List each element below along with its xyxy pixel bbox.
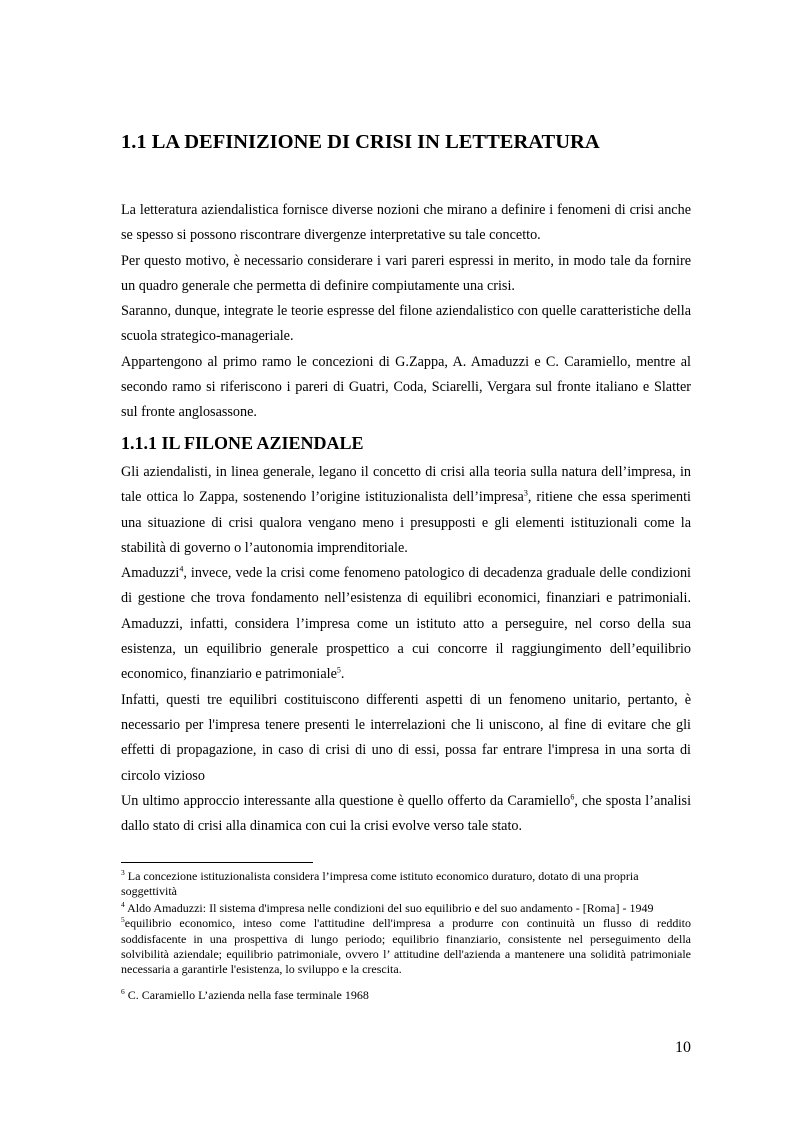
paragraph <box>121 561 691 687</box>
footnote <box>121 916 691 978</box>
paragraph: La letteratura aziendalistica fornisce diverse nozioni che mirano a definire i fenomeni di crisi anche se spesso si possono riscontrare divergenze interpretative su tale concetto. <box>121 202 691 244</box>
footnote-divider <box>121 862 313 863</box>
paragraph: Per questo motivo, è necessario considerare i vari pareri espressi in merito, in modo tale da fornire un quadro generale che permetta di definire compiutamente una crisi. <box>121 252 691 294</box>
paragraph-text: Gli aziendalisti, in linea generale, legano il concetto di crisi alla teoria sulla natura dell’impresa, in tale ottica lo Zappa, sostenendo l’origine istituzionalista dell’impresa <box>121 464 691 506</box>
footnote-ref[interactable]: 4 <box>179 564 184 574</box>
footnote-text: Aldo Amaduzzi: Il sistema d'impresa nelle condizioni del suo equilibrio e del suo andamento - [Roma] - 1949 <box>124 900 654 915</box>
footnote-text: C. Caramiello L’azienda nella fase terminale 1968 <box>124 987 369 1002</box>
footnote-ref[interactable]: 3 <box>523 488 528 498</box>
footnote-number: 3 <box>121 868 125 877</box>
paragraph: Appartengono al primo ramo le concezioni di G.Zappa, A. Amaduzzi e C. Caramiello, mentre al secondo ramo si riferiscono i pareri di Guatri, Coda, Sciarelli, Vergara sul fronte italiano e Slatter sul fronte anglosassone. <box>121 353 691 421</box>
footnote-number: 5 <box>121 915 125 925</box>
footnote-text: La concezione istituzionalista considera l’impresa come istituto economico duraturo, dotato di una propria soggettività <box>121 869 639 899</box>
footnote <box>121 901 691 916</box>
page-number: 10 <box>675 1039 691 1056</box>
paragraph <box>121 789 691 840</box>
paragraph: Infatti, questi tre equilibri costituiscono differenti aspetti di un fenomeno unitario, pertanto, è necessario per l'impresa tenere presenti le interrelazioni che li uniscono, al fine di evitare che gli effetti di propagazione, in caso di crisi di uno di essi, possa far entrare l'impresa in una sorta di circolo vizioso <box>121 691 691 784</box>
footnote-number: 4 <box>121 899 125 909</box>
footnote <box>121 869 691 900</box>
paragraph: Saranno, dunque, integrate le teorie espresse del filone aziendalistico con quelle caratteristiche della scuola strategico-manageriale. <box>121 303 691 345</box>
footnote-ref[interactable]: 6 <box>570 792 575 802</box>
paragraph-text: , che sposta l’analisi dallo stato di crisi alla dinamica con cui la crisi evolve verso tale stato. <box>121 792 692 835</box>
footnote-ref[interactable]: 5 <box>336 665 341 675</box>
footnote-text: equilibrio economico, inteso come l'attitudine dell'impresa a produrre con continuità un flusso di reddito soddisfacente in una prospettiva di lungo periodo; equilibrio finanziario, consistente nel perseguimento della solvibilità aziendale; equilibrio patrimoniale, ovvero l’ attitudine dell'azienda a mantenere una solidità patrimoniale necessaria a garantirle l'esistenza, lo sviluppo e la crescita. <box>121 916 691 977</box>
subsection-text <box>121 460 691 839</box>
footnote-number: 6 <box>121 986 125 996</box>
section-heading: 1.1 LA DEFINIZIONE DI CRISI IN LETTERATURA <box>121 131 600 153</box>
subsection-heading: 1.1.1 IL FILONE AZIENDALE <box>121 433 364 453</box>
paragraph-text: , ritiene che essa sperimenti una situazione di crisi qualora vengano meno i presupposti e gli elementi istituzionali come la stabilità di governo o l’autonomia imprenditoriale. <box>121 489 691 556</box>
paragraph-text: , invece, vede la crisi come fenomeno patologico di decadenza graduale delle condizioni di gestione che trova fondamento nell’esistenza di equilibri economici, finanziari e patrimoniali. Amaduzzi, infatti, considera l’impresa come un istituto atto a perseguire, nel corso della sua esistenza, un equilibrio generale prospettico a cui concorre il raggiungimento dell’equilibrio economico, finanziario e patrimoniale <box>121 565 691 683</box>
paragraph-text: . <box>340 666 345 683</box>
paragraph <box>121 460 691 561</box>
footnotes <box>121 869 691 1003</box>
intro-text <box>121 198 691 426</box>
footnote <box>121 988 691 1003</box>
paragraph-text: Un ultimo approccio interessante alla questione è quello offerto da Caramiello <box>121 792 571 809</box>
paragraph-text: Amaduzzi <box>121 565 180 582</box>
